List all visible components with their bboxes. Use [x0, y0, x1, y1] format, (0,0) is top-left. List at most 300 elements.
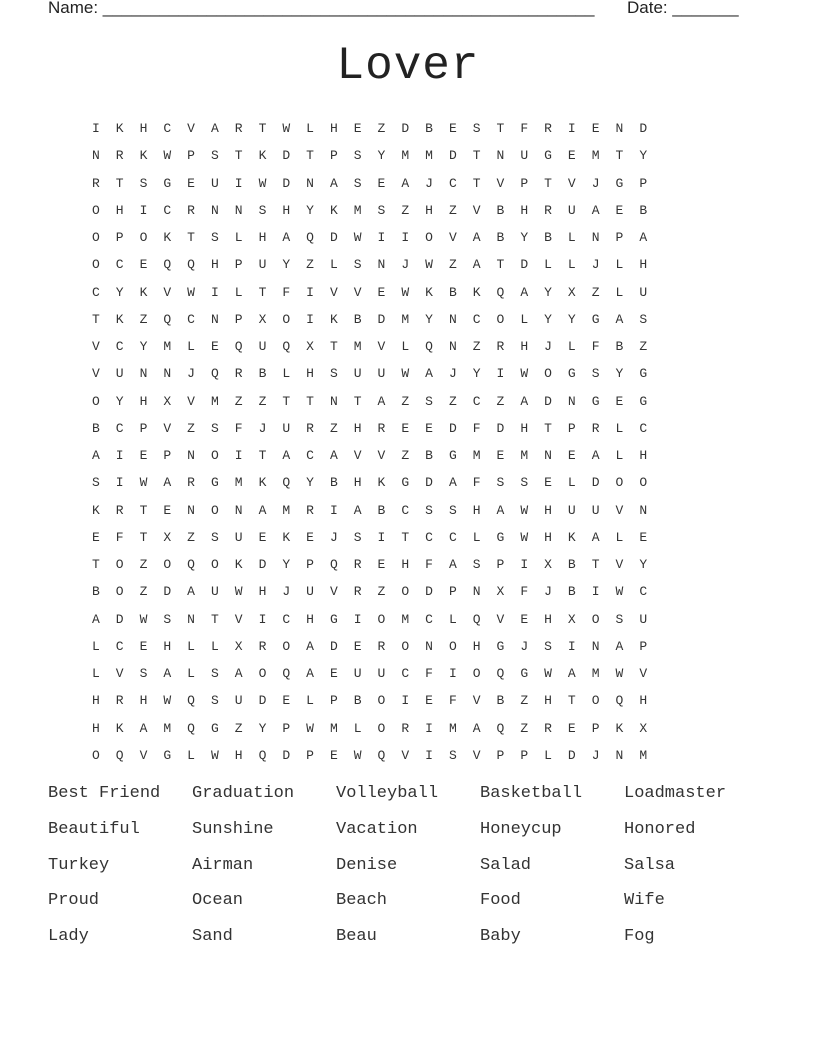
grid-letter: S — [258, 202, 267, 218]
grid-letter: Y — [377, 148, 386, 164]
grid-letter: E — [567, 448, 576, 464]
grid-letter: U — [639, 611, 648, 627]
grid-letter: N — [210, 311, 219, 327]
grid-letter: S — [496, 475, 505, 491]
grid-letter: N — [591, 638, 600, 654]
grid-letter: K — [115, 311, 124, 327]
grid-letter: F — [472, 475, 481, 491]
grid-letter: L — [615, 420, 624, 436]
grid-letter: H — [425, 202, 433, 218]
word-list-item: Ocean — [192, 891, 244, 911]
grid-row — [84, 660, 655, 687]
grid-letter: O — [282, 311, 291, 327]
grid-letter: H — [544, 693, 552, 709]
grid-letter: I — [567, 121, 576, 137]
grid-letter: N — [377, 257, 386, 273]
grid-letter: C — [163, 121, 172, 137]
word-list-item: Turkey — [48, 855, 110, 875]
grid-letter: S — [210, 230, 219, 246]
grid-letter: I — [591, 584, 600, 600]
grid-letter: E — [163, 502, 172, 518]
grid-letter: T — [258, 121, 267, 137]
grid-letter: S — [353, 529, 362, 545]
grid-row — [84, 360, 655, 387]
grid-letter: P — [567, 420, 576, 436]
grid-letter: S — [425, 393, 433, 409]
grid-letter: R — [306, 502, 314, 518]
word-list-item: Fog — [624, 927, 655, 947]
grid-letter: H — [115, 202, 124, 218]
grid-letter: Q — [163, 311, 172, 327]
grid-letter: T — [544, 175, 552, 191]
grid-letter: Q — [282, 339, 291, 355]
grid-letter: E — [210, 339, 219, 355]
grid-letter: H — [210, 257, 219, 273]
word-list — [48, 780, 768, 959]
grid-letter: T — [472, 148, 481, 164]
word-list-item: Denise — [336, 855, 398, 875]
grid-letter: A — [163, 475, 172, 491]
grid-letter: V — [615, 502, 624, 518]
word-list-item: Wife — [624, 891, 665, 911]
grid-letter: W — [544, 666, 552, 682]
grid-letter: L — [187, 666, 195, 682]
grid-letter: K — [329, 202, 338, 218]
grid-letter: O — [210, 448, 219, 464]
grid-letter: Z — [329, 420, 338, 436]
grid-letter: F — [520, 121, 529, 137]
grid-letter: U — [377, 366, 386, 382]
grid-letter: R — [591, 420, 600, 436]
grid-letter: U — [567, 502, 576, 518]
grid-letter: Y — [615, 366, 624, 382]
grid-letter: I — [115, 448, 124, 464]
grid-letter: P — [591, 720, 600, 736]
grid-letter: L — [282, 366, 291, 382]
grid-letter: N — [139, 366, 148, 382]
grid-letter: T — [187, 230, 195, 246]
grid-letter: V — [91, 366, 100, 382]
grid-letter: K — [425, 284, 433, 300]
grid-letter: A — [615, 311, 624, 327]
grid-letter: P — [496, 747, 505, 763]
grid-letter: E — [448, 121, 457, 137]
grid-letter: T — [615, 148, 624, 164]
grid-letter: I — [91, 121, 100, 137]
grid-letter: E — [258, 529, 267, 545]
grid-letter: S — [210, 148, 219, 164]
grid-letter: J — [282, 584, 291, 600]
grid-letter: T — [115, 175, 124, 191]
grid-letter: E — [187, 175, 195, 191]
grid-letter: Q — [496, 284, 505, 300]
grid-letter: T — [234, 148, 243, 164]
word-list-item: Salsa — [624, 855, 676, 875]
grid-letter: V — [187, 121, 195, 137]
grid-letter: K — [258, 148, 267, 164]
grid-letter: A — [520, 393, 529, 409]
grid-letter: C — [448, 529, 457, 545]
grid-letter: K — [258, 475, 267, 491]
grid-letter: H — [544, 529, 552, 545]
grid-letter: C — [425, 529, 433, 545]
grid-letter: Z — [139, 557, 148, 573]
grid-letter: O — [91, 202, 100, 218]
grid-row — [84, 224, 655, 251]
grid-letter: M — [163, 339, 172, 355]
grid-letter: A — [591, 448, 600, 464]
grid-letter: N — [234, 202, 243, 218]
grid-letter: Q — [115, 747, 124, 763]
grid-letter: O — [115, 584, 124, 600]
grid-letter: T — [258, 448, 267, 464]
grid-letter: C — [472, 311, 481, 327]
grid-letter: E — [377, 175, 386, 191]
grid-letter: L — [210, 638, 219, 654]
grid-letter: R — [353, 584, 362, 600]
grid-letter: L — [91, 666, 100, 682]
grid-letter: O — [639, 475, 648, 491]
grid-letter: S — [425, 502, 433, 518]
grid-letter: O — [448, 638, 457, 654]
grid-letter: L — [329, 257, 338, 273]
grid-letter: N — [163, 366, 172, 382]
grid-letter: G — [591, 393, 600, 409]
grid-letter: G — [448, 448, 457, 464]
grid-letter: R — [306, 420, 314, 436]
grid-letter: O — [210, 502, 219, 518]
grid-letter: R — [187, 202, 195, 218]
grid-row — [84, 115, 655, 142]
grid-letter: Z — [234, 393, 243, 409]
word-list-item: Basketball — [480, 784, 583, 803]
grid-letter: D — [520, 257, 529, 273]
grid-letter: F — [282, 284, 291, 300]
grid-letter: T — [91, 311, 100, 327]
grid-letter: N — [306, 175, 314, 191]
grid-letter: B — [329, 475, 338, 491]
grid-letter: H — [306, 366, 314, 382]
grid-row — [84, 251, 655, 278]
grid-letter: V — [163, 420, 172, 436]
grid-letter: C — [115, 257, 124, 273]
grid-letter: L — [544, 257, 552, 273]
grid-row — [84, 142, 655, 169]
grid-letter: H — [472, 638, 481, 654]
grid-letter: A — [91, 611, 100, 627]
grid-letter: L — [306, 693, 314, 709]
grid-letter: H — [401, 557, 410, 573]
header-fields — [0, 0, 816, 20]
grid-letter: O — [91, 230, 100, 246]
grid-letter: W — [139, 475, 148, 491]
grid-letter: Y — [282, 557, 291, 573]
grid-letter: D — [282, 175, 291, 191]
grid-letter: I — [329, 502, 338, 518]
grid-letter: I — [234, 175, 243, 191]
grid-letter: U — [353, 666, 362, 682]
grid-letter: H — [139, 393, 148, 409]
grid-letter: N — [544, 448, 552, 464]
grid-letter: U — [520, 148, 529, 164]
grid-letter: P — [639, 638, 648, 654]
grid-letter: R — [353, 557, 362, 573]
grid-letter: W — [234, 584, 243, 600]
grid-letter: N — [329, 393, 338, 409]
grid-letter: O — [139, 230, 148, 246]
grid-letter: K — [615, 720, 624, 736]
grid-letter: O — [163, 557, 172, 573]
grid-letter: O — [472, 666, 481, 682]
grid-letter: P — [187, 148, 195, 164]
grid-letter: Q — [496, 720, 505, 736]
grid-letter: I — [115, 475, 124, 491]
grid-row — [84, 497, 655, 524]
grid-letter: W — [353, 747, 362, 763]
grid-letter: L — [567, 339, 576, 355]
grid-letter: M — [401, 611, 410, 627]
grid-letter: S — [210, 529, 219, 545]
grid-letter: N — [448, 311, 457, 327]
grid-letter: U — [353, 366, 362, 382]
grid-letter: G — [639, 366, 648, 382]
grid-letter: T — [401, 529, 410, 545]
grid-letter: I — [139, 202, 148, 218]
grid-letter: B — [496, 230, 505, 246]
grid-letter: Y — [258, 720, 267, 736]
grid-letter: B — [639, 202, 648, 218]
grid-letter: I — [496, 366, 505, 382]
word-list-item: Baby — [480, 927, 521, 947]
grid-letter: F — [425, 666, 433, 682]
grid-letter: M — [353, 202, 362, 218]
grid-letter: B — [615, 339, 624, 355]
grid-letter: Q — [425, 339, 433, 355]
grid-row — [84, 279, 655, 306]
grid-letter: R — [234, 121, 243, 137]
grid-letter: W — [615, 584, 624, 600]
date-field: Date: _______ — [627, 0, 739, 17]
grid-letter: T — [91, 557, 100, 573]
grid-letter: R — [187, 475, 195, 491]
grid-letter: A — [448, 475, 457, 491]
grid-letter: O — [210, 557, 219, 573]
grid-letter: E — [139, 638, 148, 654]
grid-row — [84, 415, 655, 442]
grid-letter: Y — [520, 230, 529, 246]
grid-letter: C — [282, 611, 291, 627]
grid-letter: O — [282, 638, 291, 654]
grid-letter: B — [425, 448, 433, 464]
grid-letter: V — [329, 284, 338, 300]
grid-letter: Z — [139, 584, 148, 600]
grid-letter: O — [544, 366, 552, 382]
grid-letter: G — [401, 475, 410, 491]
grid-letter: T — [353, 393, 362, 409]
grid-letter: H — [258, 584, 267, 600]
grid-letter: L — [567, 230, 576, 246]
grid-letter: F — [234, 420, 243, 436]
grid-letter: A — [306, 666, 314, 682]
grid-letter: H — [258, 230, 267, 246]
grid-letter: O — [425, 230, 433, 246]
grid-letter: U — [591, 502, 600, 518]
grid-letter: D — [448, 420, 457, 436]
grid-letter: U — [567, 202, 576, 218]
grid-letter: E — [567, 720, 576, 736]
grid-letter: Q — [282, 666, 291, 682]
grid-letter: G — [520, 666, 529, 682]
grid-letter: L — [187, 638, 195, 654]
grid-letter: P — [329, 148, 338, 164]
grid-letter: D — [282, 148, 291, 164]
grid-letter: J — [425, 175, 433, 191]
grid-letter: G — [496, 529, 505, 545]
grid-letter: Z — [401, 393, 410, 409]
grid-letter: L — [91, 638, 100, 654]
grid-letter: E — [401, 420, 410, 436]
grid-letter: V — [377, 448, 386, 464]
grid-letter: I — [425, 720, 433, 736]
grid-letter: Y — [639, 557, 648, 573]
grid-letter: E — [639, 529, 648, 545]
grid-row — [84, 551, 655, 578]
word-list-item: Food — [480, 891, 521, 911]
grid-letter: V — [472, 202, 481, 218]
grid-letter: H — [520, 420, 529, 436]
grid-letter: H — [306, 611, 314, 627]
grid-letter: E — [591, 121, 600, 137]
grid-letter: J — [591, 175, 600, 191]
grid-row — [84, 524, 655, 551]
grid-letter: T — [591, 557, 600, 573]
grid-letter: R — [377, 638, 386, 654]
grid-letter: W — [401, 284, 410, 300]
grid-letter: D — [591, 475, 600, 491]
grid-letter: Y — [306, 475, 314, 491]
grid-letter: P — [139, 420, 148, 436]
grid-letter: S — [472, 557, 481, 573]
grid-letter: V — [353, 448, 362, 464]
grid-letter: W — [520, 502, 529, 518]
grid-letter: Q — [377, 747, 386, 763]
grid-letter: G — [329, 611, 338, 627]
grid-letter: P — [520, 747, 529, 763]
grid-letter: N — [472, 584, 481, 600]
grid-letter: C — [91, 284, 100, 300]
grid-letter: C — [639, 420, 648, 436]
grid-letter: Q — [329, 557, 338, 573]
grid-letter: R — [377, 420, 386, 436]
grid-letter: U — [258, 339, 267, 355]
grid-letter: H — [139, 693, 148, 709]
grid-letter: M — [591, 148, 600, 164]
grid-letter: M — [448, 720, 457, 736]
grid-letter: I — [234, 448, 243, 464]
grid-letter: Y — [639, 148, 648, 164]
grid-letter: Q — [496, 666, 505, 682]
grid-letter: V — [187, 393, 195, 409]
grid-letter: D — [282, 747, 291, 763]
grid-letter: H — [544, 502, 552, 518]
grid-letter: D — [496, 420, 505, 436]
grid-letter: I — [448, 666, 457, 682]
grid-letter: A — [520, 284, 529, 300]
grid-letter: T — [496, 121, 505, 137]
grid-row — [84, 170, 655, 197]
grid-letter: A — [591, 202, 600, 218]
grid-letter: B — [91, 420, 100, 436]
grid-letter: H — [91, 720, 100, 736]
grid-letter: Z — [306, 257, 314, 273]
grid-letter: C — [115, 339, 124, 355]
grid-letter: D — [544, 393, 552, 409]
grid-row — [84, 469, 655, 496]
grid-letter: A — [472, 720, 481, 736]
grid-letter: Y — [139, 339, 148, 355]
grid-letter: Q — [306, 230, 314, 246]
grid-letter: M — [282, 502, 291, 518]
grid-letter: Y — [472, 366, 481, 382]
grid-letter: N — [187, 611, 195, 627]
grid-letter: L — [615, 257, 624, 273]
grid-letter: L — [472, 529, 481, 545]
grid-letter: A — [639, 230, 648, 246]
grid-letter: I — [377, 230, 386, 246]
grid-letter: T — [139, 502, 148, 518]
grid-letter: E — [329, 666, 338, 682]
grid-letter: N — [187, 502, 195, 518]
grid-letter: H — [520, 202, 529, 218]
grid-letter: T — [496, 257, 505, 273]
grid-letter: W — [210, 747, 219, 763]
grid-letter: S — [448, 747, 457, 763]
grid-letter: G — [639, 393, 648, 409]
grid-letter: A — [472, 257, 481, 273]
grid-letter: Z — [472, 339, 481, 355]
grid-row — [84, 442, 655, 469]
grid-row — [84, 578, 655, 605]
grid-letter: Q — [282, 475, 291, 491]
grid-letter: S — [544, 638, 552, 654]
grid-letter: Q — [234, 339, 243, 355]
grid-letter: N — [91, 148, 100, 164]
grid-letter: W — [258, 175, 267, 191]
grid-letter: T — [472, 175, 481, 191]
grid-letter: I — [258, 611, 267, 627]
grid-letter: U — [258, 257, 267, 273]
grid-letter: Z — [520, 720, 529, 736]
grid-letter: S — [448, 502, 457, 518]
grid-letter: N — [448, 339, 457, 355]
grid-letter: L — [187, 747, 195, 763]
grid-letter: R — [115, 148, 124, 164]
grid-letter: L — [520, 311, 529, 327]
grid-letter: A — [567, 666, 576, 682]
grid-letter: E — [353, 638, 362, 654]
grid-letter: G — [567, 366, 576, 382]
grid-letter: V — [234, 611, 243, 627]
grid-letter: W — [187, 284, 195, 300]
grid-letter: T — [306, 393, 314, 409]
grid-letter: M — [210, 393, 219, 409]
grid-letter: D — [425, 475, 433, 491]
grid-letter: P — [520, 175, 529, 191]
grid-letter: H — [163, 638, 172, 654]
grid-letter: S — [91, 475, 100, 491]
grid-letter: Y — [115, 284, 124, 300]
grid-letter: H — [520, 339, 529, 355]
